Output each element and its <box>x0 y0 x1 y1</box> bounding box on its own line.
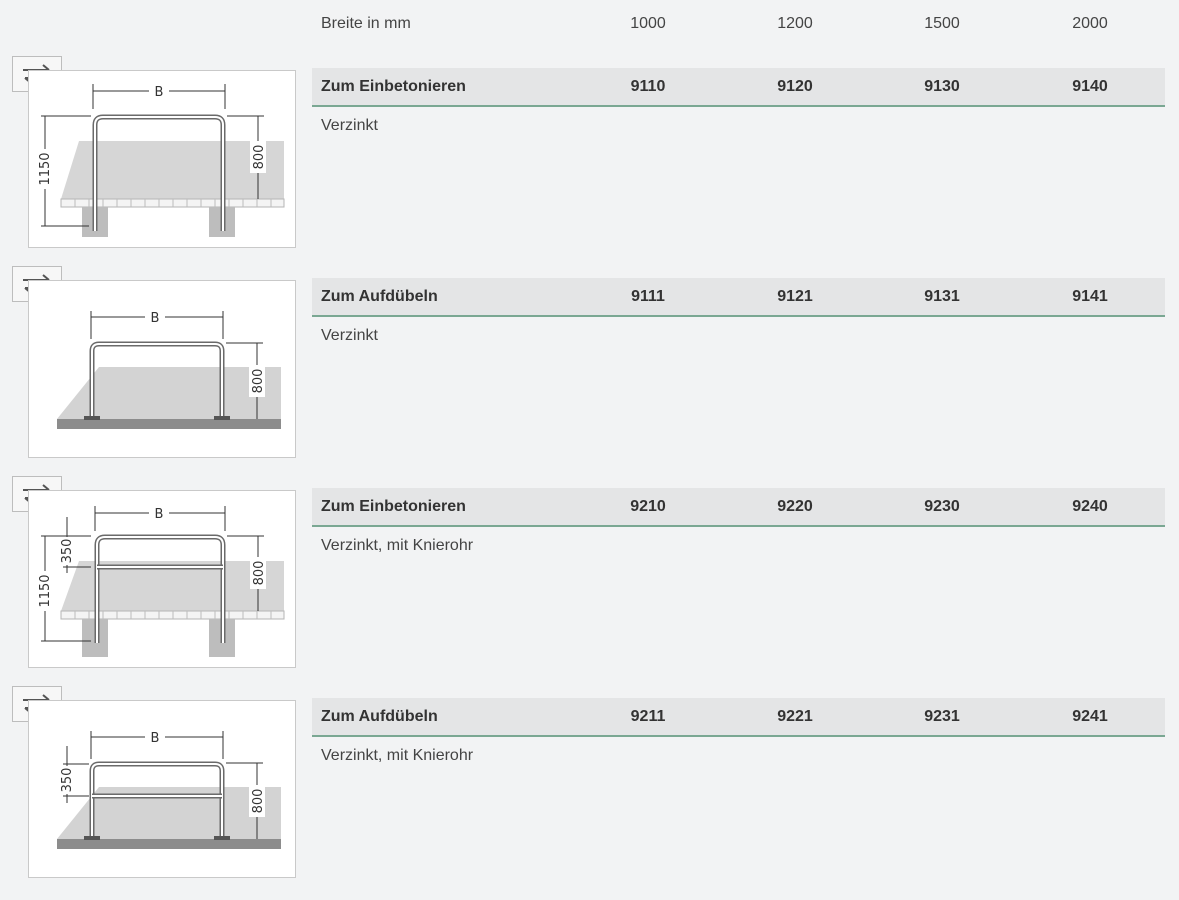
width-header <box>312 0 1165 50</box>
dimension-above-ground: 800 <box>251 368 266 394</box>
product-drawing <box>28 700 296 878</box>
article-number[interactable]: 9121 <box>777 288 813 305</box>
article-number[interactable]: 9110 <box>630 78 666 95</box>
article-number[interactable]: 9111 <box>631 288 665 305</box>
article-number[interactable]: 9120 <box>777 78 813 95</box>
article-number[interactable]: 9140 <box>1072 78 1108 95</box>
mounting-type: Zum Aufdübeln <box>321 708 438 725</box>
finish-description: Verzinkt, mit Knierohr <box>321 537 474 554</box>
finish-description: Verzinkt <box>321 327 378 344</box>
dimension-width-label: B <box>150 311 160 326</box>
dimension-width-label: B <box>154 85 164 100</box>
article-number[interactable]: 9130 <box>924 78 960 95</box>
finish-description: Verzinkt, mit Knierohr <box>321 747 474 764</box>
finish-description: Verzinkt <box>321 117 378 134</box>
article-number[interactable]: 9230 <box>924 498 960 515</box>
dimension-total-height: 1150 <box>38 152 53 186</box>
dimension-above-ground: 800 <box>251 788 266 814</box>
dimension-knee-offset: 350 <box>60 538 75 564</box>
article-number[interactable]: 9141 <box>1072 288 1108 305</box>
article-number[interactable]: 9220 <box>777 498 813 515</box>
product-row <box>312 488 1165 527</box>
product-drawing <box>28 280 296 458</box>
product-drawing <box>28 490 296 668</box>
dimension-above-ground: 800 <box>252 560 267 586</box>
dimension-width-label: B <box>150 731 160 746</box>
mounting-type: Zum Einbetonieren <box>321 498 466 515</box>
product-row <box>312 278 1165 317</box>
width-label: Breite in mm <box>321 15 411 32</box>
article-number[interactable]: 9210 <box>630 498 666 515</box>
dimension-total-height: 1150 <box>38 574 53 608</box>
article-number[interactable]: 9231 <box>924 708 960 725</box>
dimension-above-ground: 800 <box>252 144 267 170</box>
dimension-knee-offset: 350 <box>60 767 75 793</box>
product-drawing <box>28 70 296 248</box>
width-1200: 1200 <box>777 15 813 32</box>
article-number[interactable]: 9241 <box>1072 708 1108 725</box>
article-number[interactable]: 9211 <box>630 708 666 725</box>
dimension-width-label: B <box>154 507 164 522</box>
product-row <box>312 68 1165 107</box>
product-block-2 <box>0 262 1179 472</box>
mounting-type: Zum Einbetonieren <box>321 78 466 95</box>
product-block-1 <box>0 52 1179 262</box>
width-1000: 1000 <box>630 15 666 32</box>
article-number[interactable]: 9131 <box>924 288 960 305</box>
product-block-3 <box>0 472 1179 682</box>
mounting-type: Zum Aufdübeln <box>321 288 438 305</box>
width-1500: 1500 <box>924 15 960 32</box>
article-number[interactable]: 9221 <box>777 708 813 725</box>
article-number[interactable]: 9240 <box>1072 498 1108 515</box>
product-row <box>312 698 1165 737</box>
width-2000: 2000 <box>1072 15 1108 32</box>
product-block-4 <box>0 682 1179 892</box>
